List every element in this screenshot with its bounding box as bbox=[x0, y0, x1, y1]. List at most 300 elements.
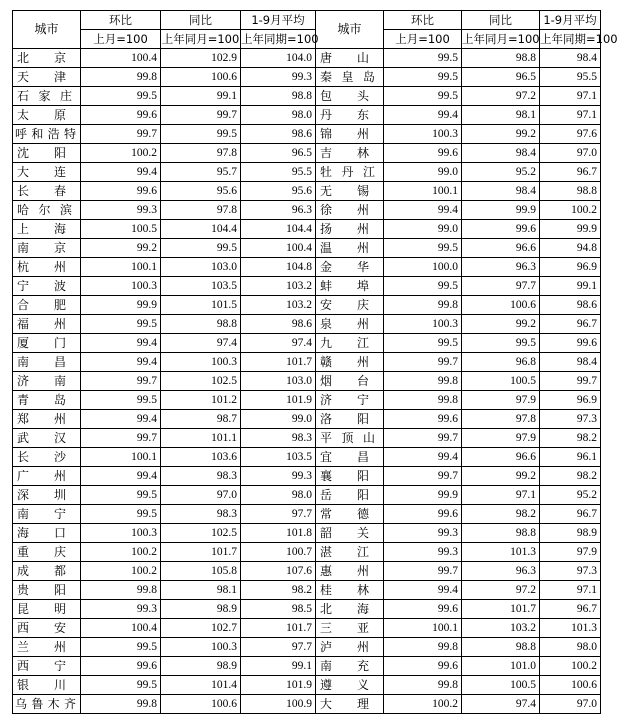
city-name-char: 天 bbox=[17, 69, 30, 84]
header-ytd-right: 1-9月平均 bbox=[540, 11, 601, 30]
city-name-char: 包 bbox=[320, 88, 333, 103]
city-name-char: 蚌 bbox=[320, 278, 333, 293]
city-name-char: 滨 bbox=[59, 202, 72, 217]
mom-cell-left: 100.2 bbox=[81, 562, 161, 581]
yoy-cell-right: 97.8 bbox=[462, 410, 540, 429]
table-body bbox=[13, 49, 601, 714]
city-name-char: 平 bbox=[320, 430, 333, 445]
yoy-cell-right: 99.2 bbox=[462, 315, 540, 334]
mom-cell-right: 99.6 bbox=[384, 144, 462, 163]
mom-cell-right: 99.7 bbox=[384, 429, 462, 448]
ytd-cell-left: 99.3 bbox=[241, 68, 316, 87]
city-name bbox=[318, 221, 381, 238]
city-name-char: 州 bbox=[356, 202, 369, 217]
city-name-char: 南 bbox=[17, 354, 30, 369]
yoy-cell-left: 101.5 bbox=[161, 296, 241, 315]
city-name-char: 贵 bbox=[17, 582, 30, 597]
header-ytd-left: 1-9月平均 bbox=[241, 11, 316, 30]
city-name-char: 烟 bbox=[320, 373, 333, 388]
mom-cell-left: 100.1 bbox=[81, 258, 161, 277]
yoy-cell-left: 103.5 bbox=[161, 277, 241, 296]
city-name-char: 州 bbox=[53, 316, 66, 331]
city-cell-right bbox=[316, 676, 384, 695]
mom-cell-right: 99.6 bbox=[384, 657, 462, 676]
header-yoy-sub-right: 上年同月=100 bbox=[462, 30, 540, 49]
yoy-cell-right: 96.6 bbox=[462, 239, 540, 258]
ytd-cell-right: 96.7 bbox=[540, 505, 601, 524]
city-name-char: 秦 bbox=[320, 69, 333, 84]
city-name-char: 北 bbox=[17, 50, 30, 65]
city-cell-left bbox=[13, 353, 81, 372]
city-name-char: 湛 bbox=[320, 544, 333, 559]
city-name-char: 襄 bbox=[320, 468, 333, 483]
city-name-char: 长 bbox=[17, 183, 30, 198]
ytd-cell-right: 97.0 bbox=[540, 695, 601, 714]
yoy-cell-right: 99.6 bbox=[462, 220, 540, 239]
ytd-cell-right: 97.3 bbox=[540, 562, 601, 581]
city-name bbox=[15, 658, 78, 675]
ytd-cell-right: 100.6 bbox=[540, 676, 601, 695]
city-name-char: 充 bbox=[356, 658, 369, 673]
city-name bbox=[318, 164, 381, 181]
city-name bbox=[318, 563, 381, 580]
table-row bbox=[13, 353, 601, 372]
mom-cell-left: 99.7 bbox=[81, 125, 161, 144]
city-cell-left bbox=[13, 391, 81, 410]
city-name-char: 春 bbox=[53, 183, 66, 198]
yoy-cell-right: 98.8 bbox=[462, 638, 540, 657]
mom-cell-left: 100.3 bbox=[81, 277, 161, 296]
yoy-cell-right: 101.7 bbox=[462, 600, 540, 619]
yoy-cell-left: 100.6 bbox=[161, 68, 241, 87]
mom-cell-left: 99.6 bbox=[81, 106, 161, 125]
yoy-cell-right: 97.1 bbox=[462, 486, 540, 505]
yoy-cell-right: 95.2 bbox=[462, 163, 540, 182]
table-row bbox=[13, 334, 601, 353]
yoy-cell-left: 98.9 bbox=[161, 600, 241, 619]
city-cell-left bbox=[13, 410, 81, 429]
yoy-cell-right: 100.5 bbox=[462, 676, 540, 695]
city-cell-left bbox=[13, 524, 81, 543]
city-name bbox=[15, 601, 78, 618]
ytd-cell-right: 98.0 bbox=[540, 638, 601, 657]
ytd-cell-left: 98.2 bbox=[241, 581, 316, 600]
city-name bbox=[15, 677, 78, 694]
city-name-char: 木 bbox=[47, 696, 60, 711]
city-cell-right bbox=[316, 163, 384, 182]
city-name-char: 大 bbox=[17, 164, 30, 179]
city-name bbox=[15, 88, 78, 105]
city-name-char: 阳 bbox=[53, 582, 66, 597]
mom-cell-left: 100.2 bbox=[81, 543, 161, 562]
header-yoy-left: 同比 bbox=[161, 11, 241, 30]
city-name bbox=[15, 506, 78, 523]
city-cell-right bbox=[316, 505, 384, 524]
city-name-char: 岳 bbox=[320, 487, 333, 502]
city-name bbox=[15, 107, 78, 124]
city-name-char: 北 bbox=[320, 601, 333, 616]
yoy-cell-right: 97.7 bbox=[462, 277, 540, 296]
mom-cell-left: 99.5 bbox=[81, 676, 161, 695]
city-name bbox=[15, 544, 78, 561]
ytd-cell-left: 107.6 bbox=[241, 562, 316, 581]
table-row bbox=[13, 277, 601, 296]
city-cell-right bbox=[316, 296, 384, 315]
city-cell-left bbox=[13, 334, 81, 353]
city-name bbox=[15, 639, 78, 656]
mom-cell-right: 99.6 bbox=[384, 600, 462, 619]
city-name-char: 州 bbox=[356, 221, 369, 236]
city-name-char: 德 bbox=[356, 506, 369, 521]
city-cell-right bbox=[316, 391, 384, 410]
ytd-cell-left: 98.3 bbox=[241, 429, 316, 448]
mom-cell-right: 99.8 bbox=[384, 372, 462, 391]
table-row bbox=[13, 239, 601, 258]
city-name-char: 皇 bbox=[341, 69, 354, 84]
mom-cell-right: 99.9 bbox=[384, 486, 462, 505]
city-cell-right bbox=[316, 429, 384, 448]
city-name bbox=[318, 373, 381, 390]
city-name-char: 亚 bbox=[356, 620, 369, 635]
city-cell-right bbox=[316, 657, 384, 676]
mom-cell-left: 99.5 bbox=[81, 87, 161, 106]
mom-cell-right: 99.7 bbox=[384, 467, 462, 486]
city-cell-left bbox=[13, 49, 81, 68]
yoy-cell-left: 105.8 bbox=[161, 562, 241, 581]
city-cell-left bbox=[13, 201, 81, 220]
ytd-cell-right: 97.1 bbox=[540, 106, 601, 125]
city-name-char: 广 bbox=[17, 468, 30, 483]
city-name-char: 海 bbox=[53, 221, 66, 236]
city-cell-left bbox=[13, 467, 81, 486]
city-cell-right bbox=[316, 125, 384, 144]
city-name bbox=[15, 278, 78, 295]
city-name-char: 福 bbox=[17, 316, 30, 331]
city-name-char: 安 bbox=[53, 620, 66, 635]
city-name-char: 合 bbox=[17, 297, 30, 312]
city-cell-left bbox=[13, 543, 81, 562]
ytd-cell-left: 104.4 bbox=[241, 220, 316, 239]
ytd-cell-right: 97.3 bbox=[540, 410, 601, 429]
city-name-char: 南 bbox=[53, 373, 66, 388]
mom-cell-right: 100.3 bbox=[384, 125, 462, 144]
city-name-char: 阳 bbox=[356, 468, 369, 483]
table-row bbox=[13, 372, 601, 391]
mom-cell-right: 99.4 bbox=[384, 448, 462, 467]
city-cell-right bbox=[316, 372, 384, 391]
city-name bbox=[318, 145, 381, 162]
city-name bbox=[318, 126, 381, 143]
mom-cell-left: 99.5 bbox=[81, 486, 161, 505]
ytd-cell-left: 97.7 bbox=[241, 505, 316, 524]
city-name bbox=[318, 297, 381, 314]
header-city-left: 城市 bbox=[13, 11, 81, 49]
ytd-cell-left: 101.7 bbox=[241, 353, 316, 372]
city-name-char: 三 bbox=[320, 620, 333, 635]
mom-cell-right: 99.3 bbox=[384, 543, 462, 562]
header-mom-sub-left: 上月=100 bbox=[81, 30, 161, 49]
ytd-cell-right: 97.9 bbox=[540, 543, 601, 562]
yoy-cell-right: 99.5 bbox=[462, 334, 540, 353]
city-name-char: 上 bbox=[17, 221, 30, 236]
ytd-cell-right: 97.1 bbox=[540, 87, 601, 106]
city-name-char: 和 bbox=[31, 126, 44, 141]
city-name-char: 大 bbox=[320, 696, 333, 711]
city-name bbox=[15, 259, 78, 276]
city-name bbox=[15, 164, 78, 181]
city-cell-right bbox=[316, 619, 384, 638]
city-name bbox=[15, 525, 78, 542]
mom-cell-right: 99.5 bbox=[384, 239, 462, 258]
city-name-char: 杭 bbox=[17, 259, 30, 274]
yoy-cell-left: 98.9 bbox=[161, 657, 241, 676]
table-row bbox=[13, 125, 601, 144]
city-name-char: 昌 bbox=[53, 354, 66, 369]
city-name bbox=[318, 696, 381, 713]
city-name-char: 重 bbox=[17, 544, 30, 559]
city-cell-left bbox=[13, 581, 81, 600]
city-name-char: 林 bbox=[356, 582, 369, 597]
mom-cell-right: 99.4 bbox=[384, 106, 462, 125]
yoy-cell-right: 99.2 bbox=[462, 467, 540, 486]
table-row bbox=[13, 657, 601, 676]
yoy-cell-right: 96.5 bbox=[462, 68, 540, 87]
table-row bbox=[13, 49, 601, 68]
city-name-char: 海 bbox=[17, 525, 30, 540]
ytd-cell-right: 96.1 bbox=[540, 448, 601, 467]
city-cell-right bbox=[316, 486, 384, 505]
ytd-cell-left: 101.8 bbox=[241, 524, 316, 543]
city-name-char: 成 bbox=[17, 563, 30, 578]
table-row bbox=[13, 524, 601, 543]
city-name-char: 州 bbox=[53, 468, 66, 483]
ytd-cell-left: 98.0 bbox=[241, 486, 316, 505]
ytd-cell-left: 97.4 bbox=[241, 334, 316, 353]
city-name-char: 门 bbox=[53, 335, 66, 350]
city-cell-left bbox=[13, 106, 81, 125]
yoy-cell-right: 97.2 bbox=[462, 581, 540, 600]
city-cell-right bbox=[316, 220, 384, 239]
city-name-char: 济 bbox=[320, 392, 333, 407]
city-name-char: 齐 bbox=[63, 696, 76, 711]
city-cell-left bbox=[13, 296, 81, 315]
city-name-char: 桂 bbox=[320, 582, 333, 597]
ytd-cell-left: 98.0 bbox=[241, 106, 316, 125]
yoy-cell-right: 97.9 bbox=[462, 429, 540, 448]
table-row bbox=[13, 182, 601, 201]
city-name-char: 江 bbox=[362, 164, 375, 179]
yoy-cell-left: 103.6 bbox=[161, 448, 241, 467]
city-cell-left bbox=[13, 448, 81, 467]
table-row bbox=[13, 676, 601, 695]
table-row bbox=[13, 505, 601, 524]
city-cell-left bbox=[13, 486, 81, 505]
city-cell-left bbox=[13, 258, 81, 277]
mom-cell-left: 99.4 bbox=[81, 353, 161, 372]
city-name-char: 顶 bbox=[341, 430, 354, 445]
city-name-char: 安 bbox=[320, 297, 333, 312]
city-name-char: 州 bbox=[356, 354, 369, 369]
yoy-cell-left: 102.5 bbox=[161, 524, 241, 543]
header-yoy-sub-left: 上年同月=100 bbox=[161, 30, 241, 49]
city-name-char: 宁 bbox=[53, 658, 66, 673]
mom-cell-left: 99.8 bbox=[81, 695, 161, 714]
city-name bbox=[15, 620, 78, 637]
yoy-cell-left: 99.7 bbox=[161, 106, 241, 125]
city-name-char: 泉 bbox=[320, 316, 333, 331]
city-name-char: 州 bbox=[356, 316, 369, 331]
ytd-cell-right: 99.6 bbox=[540, 334, 601, 353]
mom-cell-left: 99.6 bbox=[81, 182, 161, 201]
mom-cell-left: 99.2 bbox=[81, 239, 161, 258]
city-name bbox=[318, 601, 381, 618]
city-name-char: 韶 bbox=[320, 525, 333, 540]
header-mom-left: 环比 bbox=[81, 11, 161, 30]
city-cell-right bbox=[316, 581, 384, 600]
city-name-char: 青 bbox=[17, 392, 30, 407]
city-name-char: 州 bbox=[53, 259, 66, 274]
city-cell-right bbox=[316, 353, 384, 372]
city-cell-left bbox=[13, 372, 81, 391]
city-name bbox=[318, 487, 381, 504]
city-name bbox=[318, 259, 381, 276]
city-cell-left bbox=[13, 144, 81, 163]
table-row bbox=[13, 144, 601, 163]
city-name-char: 无 bbox=[320, 183, 333, 198]
yoy-cell-left: 98.3 bbox=[161, 467, 241, 486]
city-cell-right bbox=[316, 182, 384, 201]
mom-cell-left: 99.4 bbox=[81, 334, 161, 353]
city-name-char: 哈 bbox=[17, 202, 30, 217]
city-name bbox=[15, 354, 78, 371]
city-name bbox=[318, 50, 381, 67]
table-row bbox=[13, 163, 601, 182]
city-name-char: 东 bbox=[356, 107, 369, 122]
city-name-char: 山 bbox=[362, 430, 375, 445]
city-name bbox=[318, 202, 381, 219]
table-row bbox=[13, 695, 601, 714]
city-name-char: 口 bbox=[53, 525, 66, 540]
city-name-char: 京 bbox=[53, 240, 66, 255]
mom-cell-left: 99.3 bbox=[81, 600, 161, 619]
city-name-char: 西 bbox=[17, 620, 30, 635]
ytd-cell-left: 103.5 bbox=[241, 448, 316, 467]
city-cell-left bbox=[13, 125, 81, 144]
city-cell-right bbox=[316, 315, 384, 334]
city-cell-left bbox=[13, 600, 81, 619]
city-name-char: 都 bbox=[53, 563, 66, 578]
city-name-char: 埠 bbox=[356, 278, 369, 293]
table-row bbox=[13, 220, 601, 239]
city-cell-left bbox=[13, 619, 81, 638]
mom-cell-right: 99.0 bbox=[384, 220, 462, 239]
mom-cell-left: 100.1 bbox=[81, 448, 161, 467]
yoy-cell-left: 95.7 bbox=[161, 163, 241, 182]
table-row bbox=[13, 619, 601, 638]
mom-cell-right: 99.4 bbox=[384, 201, 462, 220]
city-name bbox=[318, 392, 381, 409]
city-name bbox=[318, 88, 381, 105]
city-name-char: 丹 bbox=[320, 107, 333, 122]
mom-cell-right: 99.7 bbox=[384, 562, 462, 581]
yoy-cell-right: 96.8 bbox=[462, 353, 540, 372]
city-name bbox=[318, 506, 381, 523]
mom-cell-left: 99.6 bbox=[81, 657, 161, 676]
city-name-char: 惠 bbox=[320, 563, 333, 578]
table-row bbox=[13, 68, 601, 87]
ytd-cell-left: 103.2 bbox=[241, 277, 316, 296]
city-name bbox=[15, 468, 78, 485]
mom-cell-right: 100.3 bbox=[384, 315, 462, 334]
city-cell-left bbox=[13, 657, 81, 676]
city-name-char: 济 bbox=[17, 373, 30, 388]
city-name-char: 徐 bbox=[320, 202, 333, 217]
city-name bbox=[318, 69, 381, 86]
city-name-char: 宜 bbox=[320, 449, 333, 464]
city-name-char: 昌 bbox=[356, 449, 369, 464]
ytd-cell-left: 95.5 bbox=[241, 163, 316, 182]
mom-cell-right: 99.3 bbox=[384, 524, 462, 543]
mom-cell-right: 99.5 bbox=[384, 68, 462, 87]
table-row bbox=[13, 296, 601, 315]
city-name-char: 兰 bbox=[17, 639, 30, 654]
ytd-cell-left: 97.7 bbox=[241, 638, 316, 657]
city-name-char: 锡 bbox=[356, 183, 369, 198]
yoy-cell-left: 102.9 bbox=[161, 49, 241, 68]
yoy-cell-left: 100.3 bbox=[161, 353, 241, 372]
city-cell-left bbox=[13, 505, 81, 524]
city-cell-right bbox=[316, 524, 384, 543]
ytd-cell-right: 97.1 bbox=[540, 581, 601, 600]
table-row bbox=[13, 391, 601, 410]
mom-cell-left: 99.8 bbox=[81, 581, 161, 600]
mom-cell-right: 99.7 bbox=[384, 353, 462, 372]
mom-cell-left: 99.5 bbox=[81, 391, 161, 410]
city-name-char: 宁 bbox=[53, 506, 66, 521]
price-index-table bbox=[12, 10, 618, 714]
mom-cell-right: 99.5 bbox=[384, 87, 462, 106]
table-row bbox=[13, 467, 601, 486]
ytd-cell-right: 98.4 bbox=[540, 49, 601, 68]
table-row bbox=[13, 315, 601, 334]
table-row bbox=[13, 638, 601, 657]
ytd-cell-left: 96.3 bbox=[241, 201, 316, 220]
yoy-cell-right: 100.5 bbox=[462, 372, 540, 391]
city-name-char: 州 bbox=[53, 639, 66, 654]
city-name bbox=[15, 563, 78, 580]
city-name-char: 昆 bbox=[17, 601, 30, 616]
yoy-cell-left: 101.1 bbox=[161, 429, 241, 448]
mom-cell-left: 99.4 bbox=[81, 410, 161, 429]
yoy-cell-right: 101.3 bbox=[462, 543, 540, 562]
city-cell-right bbox=[316, 258, 384, 277]
mom-cell-right: 99.6 bbox=[384, 410, 462, 429]
mom-cell-left: 99.7 bbox=[81, 429, 161, 448]
ytd-cell-right: 97.0 bbox=[540, 144, 601, 163]
mom-cell-left: 99.3 bbox=[81, 201, 161, 220]
yoy-cell-right: 103.2 bbox=[462, 619, 540, 638]
ytd-cell-left: 95.6 bbox=[241, 182, 316, 201]
yoy-cell-left: 98.7 bbox=[161, 410, 241, 429]
ytd-cell-right: 98.2 bbox=[540, 467, 601, 486]
city-name bbox=[318, 316, 381, 333]
city-cell-right bbox=[316, 239, 384, 258]
ytd-cell-left: 101.9 bbox=[241, 391, 316, 410]
yoy-cell-right: 101.0 bbox=[462, 657, 540, 676]
city-name bbox=[318, 278, 381, 295]
city-cell-right bbox=[316, 334, 384, 353]
mom-cell-left: 99.4 bbox=[81, 163, 161, 182]
